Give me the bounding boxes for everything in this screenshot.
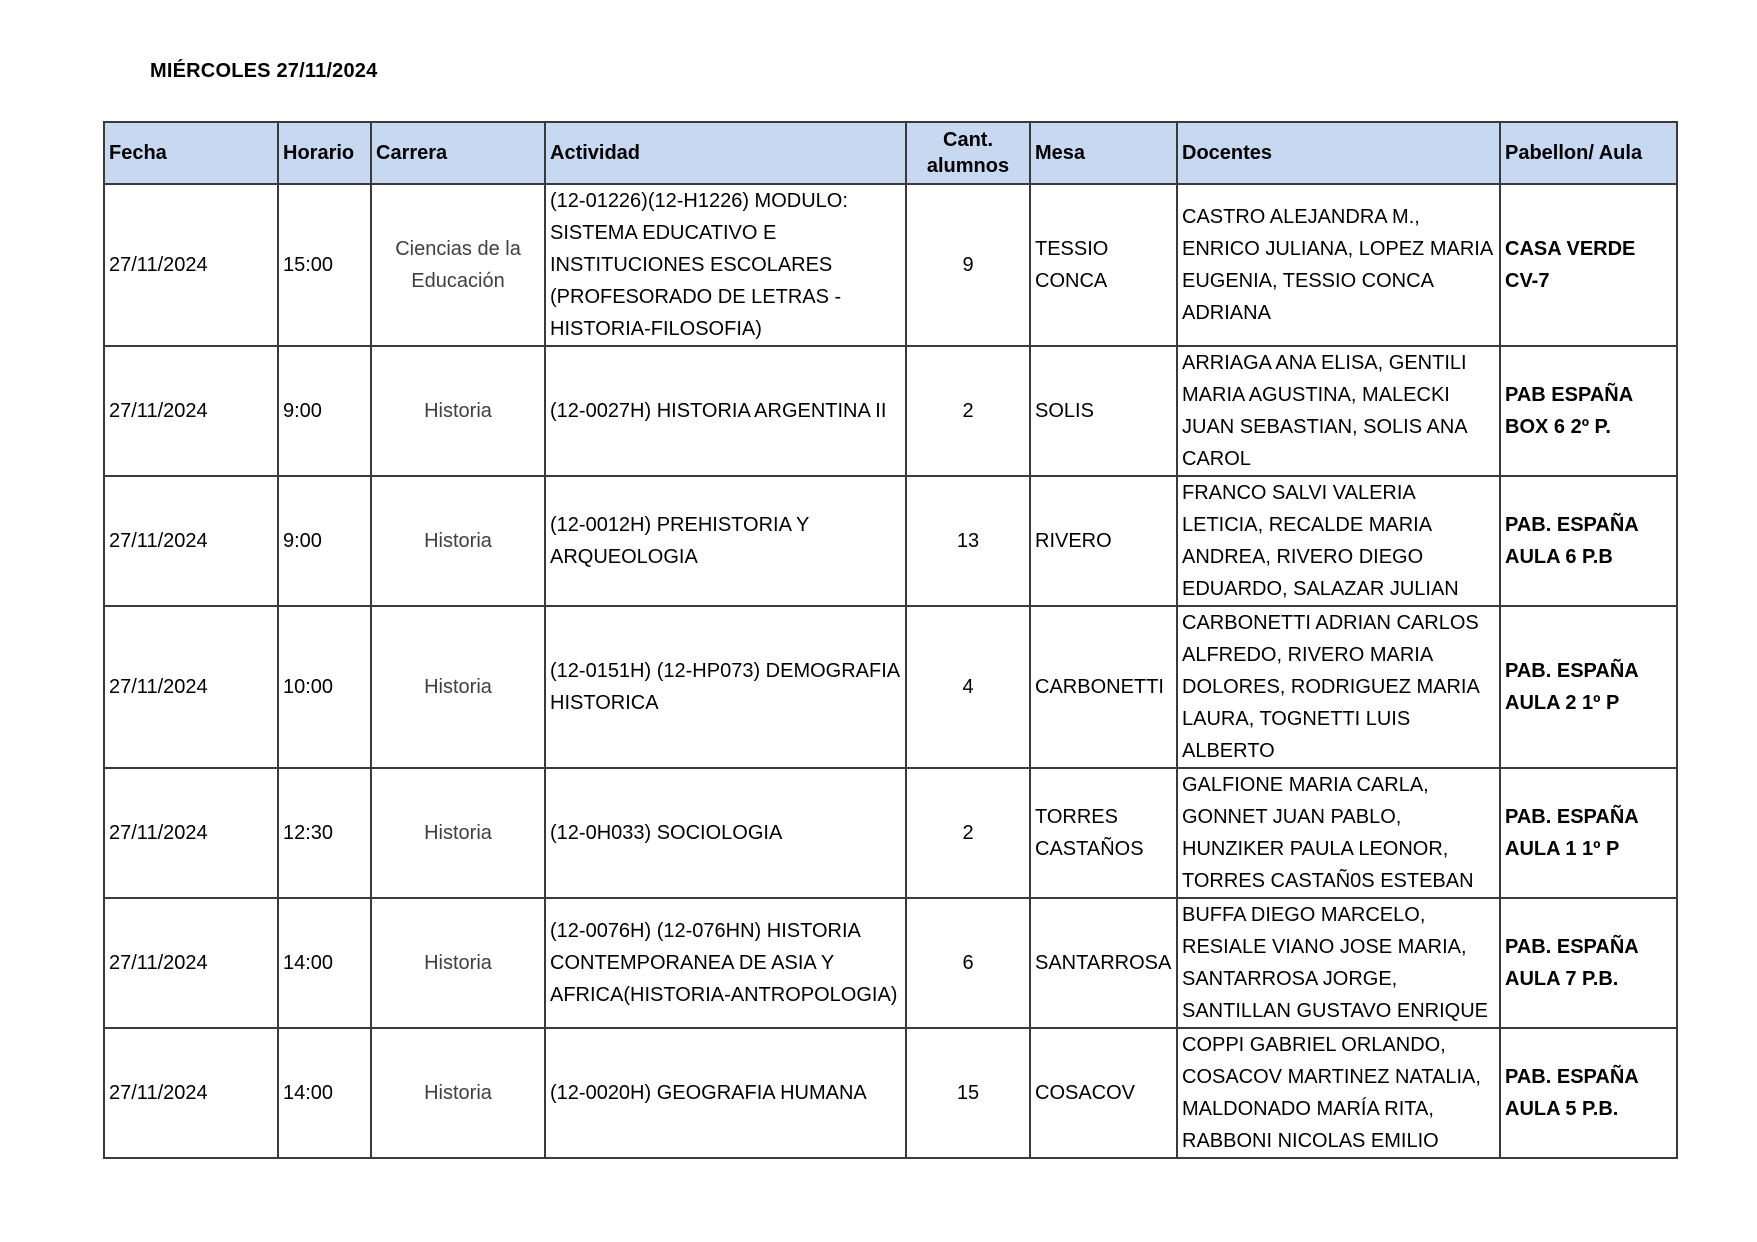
header-horario: Horario <box>278 122 371 184</box>
cell-actividad: (12-0020H) GEOGRAFIA HUMANA <box>545 1028 906 1158</box>
cell-carrera: Historia <box>371 606 545 768</box>
cell-cant-alumnos: 9 <box>906 184 1030 346</box>
cell-fecha: 27/11/2024 <box>104 606 278 768</box>
cell-cant-alumnos: 2 <box>906 768 1030 898</box>
aula-name: AULA 2 1º P <box>1505 692 1620 714</box>
cell-horario: 14:00 <box>278 898 371 1028</box>
pabellon-name: PAB. ESPAÑA <box>1505 806 1639 828</box>
aula-name: AULA 1 1º P <box>1505 838 1620 860</box>
cell-carrera: Historia <box>371 346 545 476</box>
cell-mesa: COSACOV <box>1030 1028 1177 1158</box>
cell-actividad: (12-0027H) HISTORIA ARGENTINA II <box>545 346 906 476</box>
cell-horario: 9:00 <box>278 346 371 476</box>
cell-pabellon-aula <box>1500 346 1677 476</box>
cell-mesa: CARBONETTI <box>1030 606 1177 768</box>
pabellon-name: PAB. ESPAÑA <box>1505 1066 1639 1088</box>
cell-mesa: TESSIO CONCA <box>1030 184 1177 346</box>
cell-docentes: FRANCO SALVI VALERIA LETICIA, RECALDE MARIA ANDREA, RIVERO DIEGO EDUARDO, SALAZAR JULIAN <box>1177 476 1500 606</box>
cell-actividad: (12-01226)(12-H1226) MODULO: SISTEMA EDUCATIVO E INSTITUCIONES ESCOLARES (PROFESORADO DE LETRAS -HISTORIA-FILOSOFIA) <box>545 184 906 346</box>
cell-cant-alumnos: 4 <box>906 606 1030 768</box>
cell-horario: 12:30 <box>278 768 371 898</box>
cell-fecha: 27/11/2024 <box>104 1028 278 1158</box>
cell-cant-alumnos: 13 <box>906 476 1030 606</box>
table-row <box>104 346 1677 476</box>
cell-fecha: 27/11/2024 <box>104 346 278 476</box>
cell-horario: 9:00 <box>278 476 371 606</box>
pabellon-name: CASA VERDE <box>1505 238 1636 260</box>
table-row <box>104 898 1677 1028</box>
cell-fecha: 27/11/2024 <box>104 184 278 346</box>
cell-pabellon-aula <box>1500 768 1677 898</box>
header-cant-alumnos <box>906 122 1030 184</box>
aula-name: AULA 6 P.B <box>1505 546 1613 568</box>
pabellon-name: PAB ESPAÑA <box>1505 384 1634 406</box>
header-pabellon-aula: Pabellon/ Aula <box>1500 122 1677 184</box>
header-carrera: Carrera <box>371 122 545 184</box>
cell-pabellon-aula <box>1500 606 1677 768</box>
cell-horario: 14:00 <box>278 1028 371 1158</box>
cell-fecha: 27/11/2024 <box>104 768 278 898</box>
table-row <box>104 606 1677 768</box>
cell-carrera: Historia <box>371 476 545 606</box>
page-title: MIÉRCOLES 27/11/2024 <box>150 60 378 82</box>
cell-docentes: COPPI GABRIEL ORLANDO, COSACOV MARTINEZ NATALIA, MALDONADO MARÍA RITA, RABBONI NICOLAS EMILIO <box>1177 1028 1500 1158</box>
table-row <box>104 184 1677 346</box>
cell-fecha: 27/11/2024 <box>104 476 278 606</box>
cell-mesa: SANTARROSA <box>1030 898 1177 1028</box>
cell-fecha: 27/11/2024 <box>104 898 278 1028</box>
cell-docentes: GALFIONE MARIA CARLA, GONNET JUAN PABLO, HUNZIKER PAULA LEONOR, TORRES CASTAÑ0S ESTEBAN <box>1177 768 1500 898</box>
cell-mesa: RIVERO <box>1030 476 1177 606</box>
table-row <box>104 1028 1677 1158</box>
header-fecha: Fecha <box>104 122 278 184</box>
cell-pabellon-aula <box>1500 1028 1677 1158</box>
cell-pabellon-aula <box>1500 184 1677 346</box>
cell-actividad: (12-0H033) SOCIOLOGIA <box>545 768 906 898</box>
cell-carrera: Historia <box>371 898 545 1028</box>
exam-schedule-table <box>103 121 1678 1159</box>
pabellon-name: PAB. ESPAÑA <box>1505 660 1639 682</box>
header-docentes: Docentes <box>1177 122 1500 184</box>
cell-carrera: Historia <box>371 1028 545 1158</box>
cell-actividad: (12-0151H) (12-HP073) DEMOGRAFIA HISTORICA <box>545 606 906 768</box>
cell-horario: 15:00 <box>278 184 371 346</box>
header-cant-alumnos-line2: alumnos <box>926 155 1010 177</box>
cell-mesa: SOLIS <box>1030 346 1177 476</box>
aula-name: AULA 7 P.B. <box>1505 968 1619 990</box>
cell-carrera: Historia <box>371 768 545 898</box>
table-row <box>104 476 1677 606</box>
pabellon-name: PAB. ESPAÑA <box>1505 936 1639 958</box>
cell-pabellon-aula <box>1500 476 1677 606</box>
cell-cant-alumnos: 6 <box>906 898 1030 1028</box>
cell-horario: 10:00 <box>278 606 371 768</box>
cell-actividad: (12-0012H) PREHISTORIA Y ARQUEOLOGIA <box>545 476 906 606</box>
cell-docentes: CASTRO ALEJANDRA M., ENRICO JULIANA, LOPEZ MARIA EUGENIA, TESSIO CONCA ADRIANA <box>1177 184 1500 346</box>
header-cant-alumnos-line1: Cant. <box>943 129 993 151</box>
table-header-row <box>104 122 1677 184</box>
header-mesa: Mesa <box>1030 122 1177 184</box>
cell-docentes: BUFFA DIEGO MARCELO, RESIALE VIANO JOSE MARIA, SANTARROSA JORGE, SANTILLAN GUSTAVO ENRIQUE <box>1177 898 1500 1028</box>
table-row <box>104 768 1677 898</box>
cell-carrera: Ciencias de la Educación <box>371 184 545 346</box>
aula-name: AULA 5 P.B. <box>1505 1098 1619 1120</box>
aula-name: CV-7 <box>1505 270 1550 292</box>
pabellon-name: PAB. ESPAÑA <box>1505 514 1639 536</box>
cell-cant-alumnos: 2 <box>906 346 1030 476</box>
header-actividad: Actividad <box>545 122 906 184</box>
cell-mesa: TORRES CASTAÑOS <box>1030 768 1177 898</box>
cell-cant-alumnos: 15 <box>906 1028 1030 1158</box>
aula-name: BOX 6 2º P. <box>1505 416 1611 438</box>
cell-docentes: CARBONETTI ADRIAN CARLOS ALFREDO, RIVERO MARIA DOLORES, RODRIGUEZ MARIA LAURA, TOGNETTI LUIS ALBERTO <box>1177 606 1500 768</box>
cell-actividad: (12-0076H) (12-076HN) HISTORIA CONTEMPORANEA DE ASIA Y AFRICA(HISTORIA-ANTROPOLOGIA) <box>545 898 906 1028</box>
cell-docentes: ARRIAGA ANA ELISA, GENTILI MARIA AGUSTINA, MALECKI JUAN SEBASTIAN, SOLIS ANA CAROL <box>1177 346 1500 476</box>
cell-pabellon-aula <box>1500 898 1677 1028</box>
